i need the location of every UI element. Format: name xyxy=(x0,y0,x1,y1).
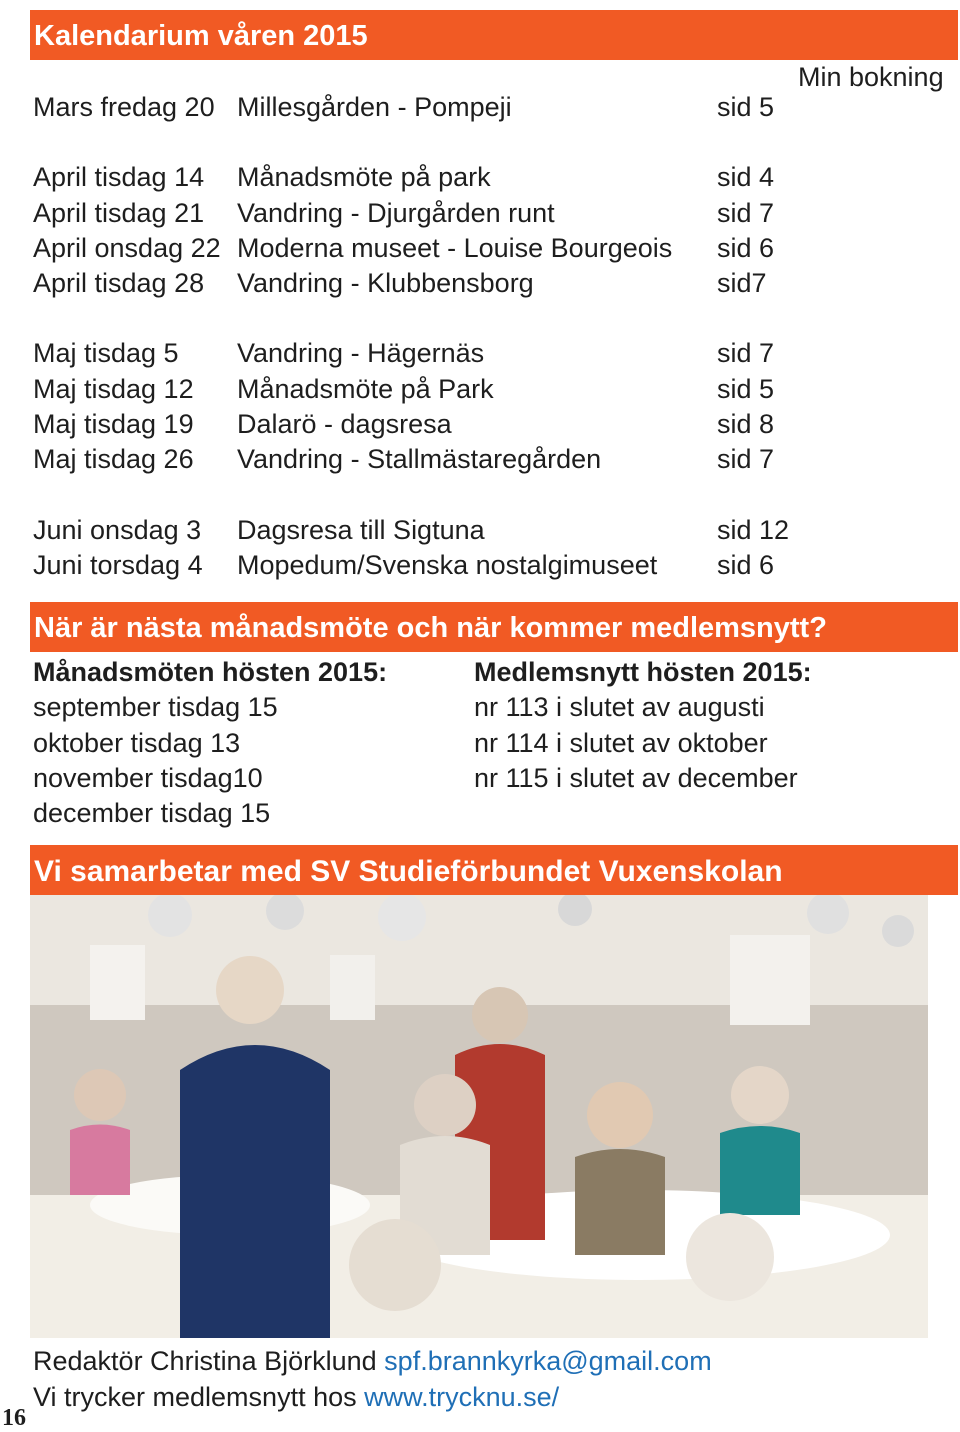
newsletter-issue: nr 113 i slutet av augusti xyxy=(474,692,765,723)
printer-text: Vi trycker medlemsnytt hos xyxy=(33,1382,365,1412)
event-date: Mars fredag 20 xyxy=(33,92,215,122)
meetings-list xyxy=(33,655,387,831)
event-title: Dagsresa till Sigtuna xyxy=(237,514,485,545)
event-date: Maj tisdag 5 xyxy=(33,338,179,369)
next-meeting-heading: När är nästa månadsmöte och när kommer medlemsnytt? xyxy=(30,602,958,652)
event-page: sid 7 xyxy=(717,338,775,369)
event-title: Vandring - Klubbensborg xyxy=(237,268,534,299)
event-date: Maj tisdag 19 xyxy=(33,409,194,440)
booking-column-label: Min bokning xyxy=(798,62,944,92)
event-date: Juni onsdag 3 xyxy=(33,514,202,545)
event-date: Juni torsdag 4 xyxy=(33,549,203,580)
event-page: sid 4 xyxy=(717,162,775,193)
event-title: Månadsmöte på park xyxy=(237,162,491,193)
meeting-date: november tisdag10 xyxy=(33,762,263,793)
newsletter-issue: nr 114 i slutet av oktober xyxy=(474,727,768,758)
event-date: April tisdag 28 xyxy=(33,268,205,299)
event-title: Dalarö - dagsresa xyxy=(237,409,452,440)
event-title: Vandring - Djurgården runt xyxy=(237,197,555,228)
calendar-row xyxy=(33,196,813,231)
event-page: sid 5 xyxy=(717,92,775,122)
newsletter-heading: Medlemsnytt hösten 2015: xyxy=(474,657,812,687)
partner-heading: Vi samarbetar med SV Studieförbundet Vuxenskolan xyxy=(30,845,958,895)
photo-illustration xyxy=(30,895,928,1338)
event-page: sid 7 xyxy=(717,444,775,475)
calendar-row xyxy=(33,90,813,125)
meeting-date: oktober tisdag 13 xyxy=(33,727,241,758)
event-title: Vandring - Stallmästaregården xyxy=(237,444,602,475)
event-title: Moderna museet - Louise Bourgeois xyxy=(237,232,673,263)
event-title: Månadsmöte på Park xyxy=(237,373,494,404)
editor-line xyxy=(33,1346,712,1377)
calendar-row xyxy=(33,407,813,442)
event-page: sid 6 xyxy=(717,232,775,263)
event-title: Vandring - Hägernäs xyxy=(237,338,485,369)
calendar-group-may xyxy=(33,336,813,477)
meeting-date: december tisdag 15 xyxy=(33,798,271,829)
event-photo xyxy=(30,895,928,1338)
printer-line xyxy=(33,1382,559,1413)
event-page: sid 12 xyxy=(717,514,790,545)
calendar-row xyxy=(33,442,813,477)
meeting-date: september tisdag 15 xyxy=(33,692,278,723)
calendar-row xyxy=(33,266,813,301)
calendar-title: Kalendarium våren 2015 xyxy=(30,10,958,60)
event-page: sid 5 xyxy=(717,373,775,404)
event-date: April onsdag 22 xyxy=(33,232,221,263)
event-page: sid7 xyxy=(717,268,767,299)
event-title: Millesgården - Pompeji xyxy=(237,92,512,122)
meetings-heading: Månadsmöten hösten 2015: xyxy=(33,657,388,687)
newsletter-list xyxy=(474,655,812,796)
event-date: Maj tisdag 12 xyxy=(33,373,194,404)
editor-text: Redaktör Christina Björklund xyxy=(33,1346,385,1376)
event-page: sid 8 xyxy=(717,409,775,440)
calendar-row xyxy=(33,231,813,266)
calendar-row xyxy=(33,160,813,195)
calendar-row xyxy=(33,548,813,583)
calendar-group-march xyxy=(33,90,813,125)
printer-website-link[interactable]: www.trycknu.se/ xyxy=(364,1382,560,1412)
event-page: sid 7 xyxy=(717,197,775,228)
calendar-group-april xyxy=(33,160,813,301)
event-date: April tisdag 14 xyxy=(33,162,205,193)
calendar-group-june xyxy=(33,513,813,584)
event-title: Mopedum/Svenska nostalgimuseet xyxy=(237,549,658,580)
event-page: sid 6 xyxy=(717,549,775,580)
calendar-list xyxy=(33,90,813,618)
event-date: April tisdag 21 xyxy=(33,197,205,228)
event-date: Maj tisdag 26 xyxy=(33,444,194,475)
editor-email-link[interactable]: spf.brannkyrka@gmail.com xyxy=(384,1346,712,1376)
calendar-row xyxy=(33,513,813,548)
calendar-row xyxy=(33,372,813,407)
newsletter-issue: nr 115 i slutet av december xyxy=(474,762,798,793)
page-number: 16 xyxy=(2,1405,26,1431)
calendar-row xyxy=(33,336,813,371)
